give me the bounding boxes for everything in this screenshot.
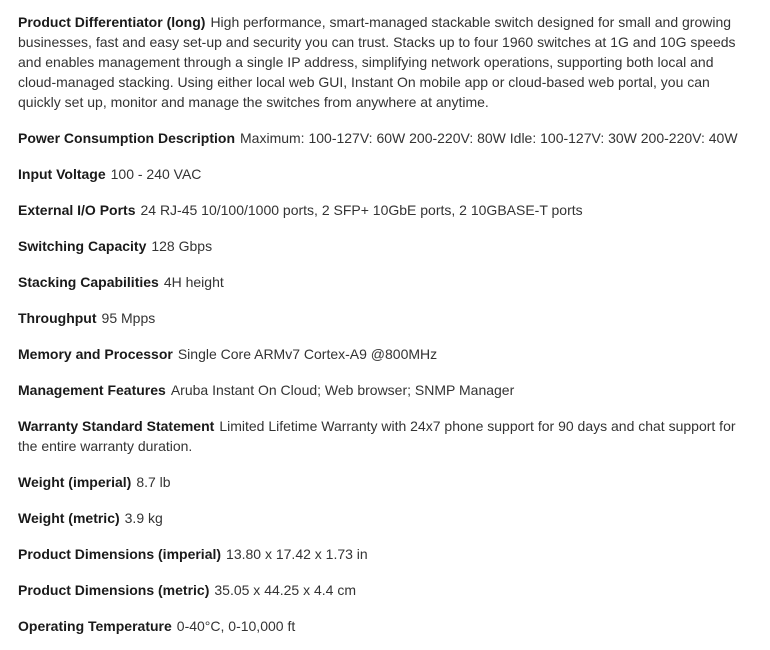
spec-warranty (18, 416, 750, 456)
spec-switching-capacity (18, 236, 750, 256)
spec-label: Stacking Capabilities (18, 274, 159, 290)
spec-value: 128 Gbps (151, 238, 213, 254)
spec-label: Management Features (18, 382, 166, 398)
spec-value: High performance, smart-managed stackable switch designed for small and growing businesses, fast and easy set-up and security you can trust. Stacks up to four 1960 switches at 1G and 10G speeds and enables management through a single IP address, simplifying network operations, supporting both local and cloud-managed stacking. Using either local web GUI, Instant On mobile app or cloud-based web portal, you can quickly set up, monitor and manage the switches from anywhere at anytime. (18, 14, 736, 110)
spec-value: 4H height (163, 274, 224, 290)
spec-value: 13.80 x 17.42 x 1.73 in (226, 546, 368, 562)
spec-label: Input Voltage (18, 166, 106, 182)
spec-label: Product Dimensions (imperial) (18, 546, 222, 562)
spec-label: Product Dimensions (metric) (18, 582, 210, 598)
spec-external-io-ports (18, 200, 750, 220)
spec-management-features (18, 380, 750, 400)
spec-value: 95 Mpps (101, 310, 156, 326)
spec-label: Operating Temperature (18, 618, 172, 634)
spec-value: 100 - 240 VAC (110, 166, 202, 182)
spec-throughput (18, 308, 750, 328)
spec-label: Throughput (18, 310, 97, 326)
spec-label: External I/O Ports (18, 202, 136, 218)
spec-power-consumption (18, 128, 750, 148)
spec-label: Weight (imperial) (18, 474, 132, 490)
spec-stacking-capabilities (18, 272, 750, 292)
spec-weight-metric (18, 508, 750, 528)
spec-value: Limited Lifetime Warranty with 24x7 phone support for 90 days and chat support for the entire warranty duration. (18, 418, 736, 454)
spec-label: Product Differentiator (long) (18, 14, 206, 30)
spec-dimensions-metric (18, 580, 750, 600)
spec-label: Power Consumption Description (18, 130, 236, 146)
spec-dimensions-imperial (18, 544, 750, 564)
spec-label: Switching Capacity (18, 238, 147, 254)
spec-value: Single Core ARMv7 Cortex-A9 @800MHz (177, 346, 438, 362)
spec-value: Aruba Instant On Cloud; Web browser; SNMP Manager (170, 382, 515, 398)
spec-label: Warranty Standard Statement (18, 418, 215, 434)
spec-label: Weight (metric) (18, 510, 120, 526)
spec-memory-processor (18, 344, 750, 364)
spec-product-differentiator (18, 12, 750, 112)
spec-label: Memory and Processor (18, 346, 173, 362)
spec-input-voltage (18, 164, 750, 184)
spec-value: 0-40°C, 0-10,000 ft (176, 618, 296, 634)
spec-operating-temperature (18, 616, 750, 636)
spec-value: 3.9 kg (124, 510, 163, 526)
spec-value: 35.05 x 44.25 x 4.4 cm (214, 582, 357, 598)
spec-value: 24 RJ-45 10/100/1000 ports, 2 SFP+ 10GbE ports, 2 10GBASE-T ports (140, 202, 583, 218)
spec-weight-imperial (18, 472, 750, 492)
spec-value: Maximum: 100-127V: 60W 200-220V: 80W Idle: 100-127V: 30W 200-220V: 40W (240, 130, 738, 146)
spec-value: 8.7 lb (136, 474, 171, 490)
